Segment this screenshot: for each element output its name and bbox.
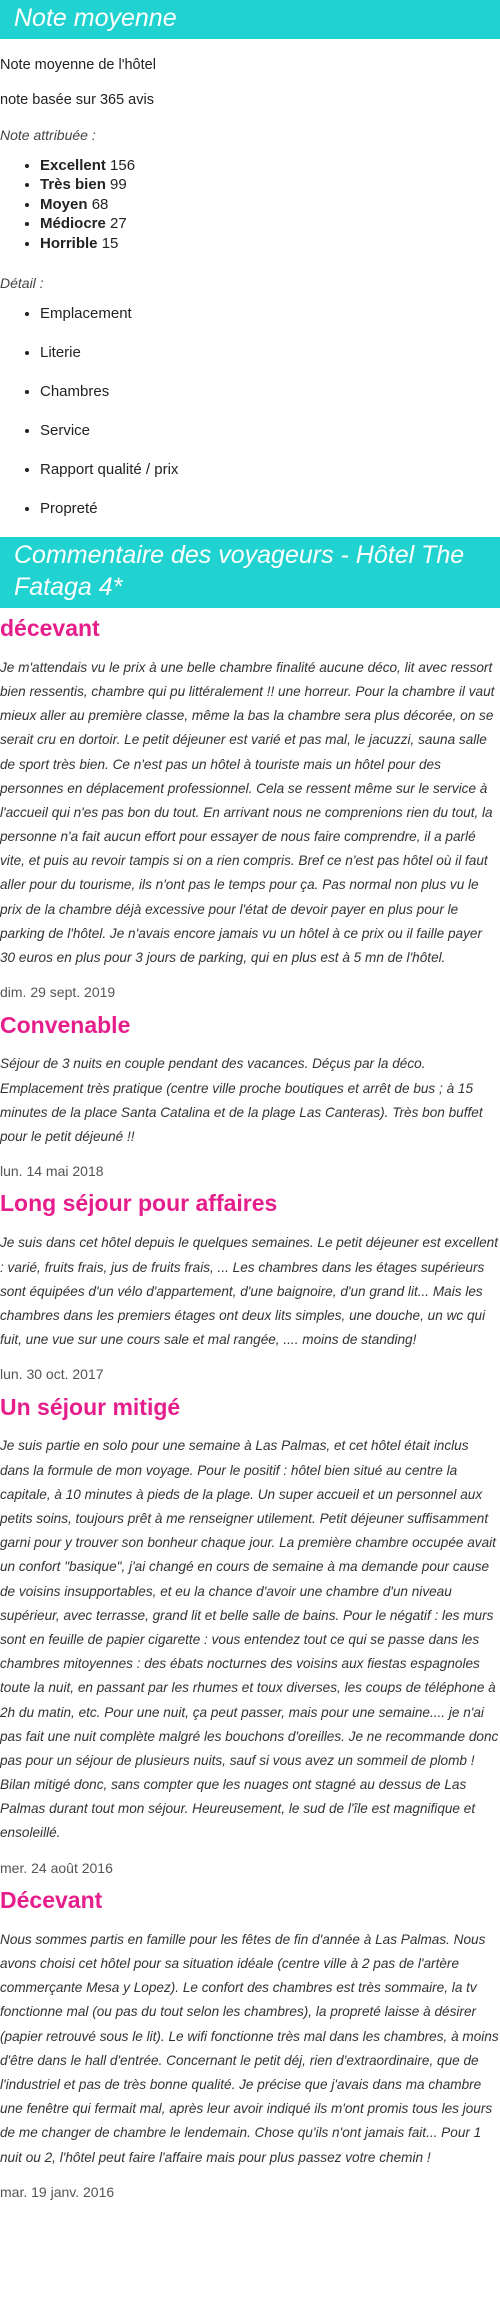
review-item <box>0 1886 500 2202</box>
detail-item-service: • Service <box>40 420 500 441</box>
review-text: Je m'attendais vu le prix à une belle chambre finalité aucune déco, lit avec ressort bien ressentis, chambre qui pu littéralement !! une horreur. Pour la chambre il vaut mieux aller au première classe, même la bas la chambre sera plus décorée, on se serait cru en dortoir. Le petit déjeuner est varié et pas mal, le jacuzzi, sauna salle de sport très bien. Ce n'est pas un hôtel à touriste mais un hôtel pour des personnes en déplacement professionnel. Cela se ressent même sur le service à l'accueil qui n'es pas bon du tout. En arrivant nous ne comprenions rien du tout, la personne n'a fait aucun effort pour essayer de nous faire comprendre, il a parlé vite, et puis au revoir tampis si on a rien compris. Bref ce n'est pas hôtel où il faut aller pour du tourisme, ils n'ont pas le temps pour ça. Pas normal non plus vu le prix de la chambre déjà excessive pour l'état de devoir payer en plus pour le parking de l'hôtel. Je n'avais encore jamais vu un hôtel à ce prix ou il faille payer 30 euros en plus pour 3 jours de parking, qui en plus est à 5 mn de l'hôtel. <box>0 659 495 966</box>
detail-label: Détail : <box>0 275 44 292</box>
review-text: Je suis dans cet hôtel depuis le quelques semaines. Le petit déjeuner est excellent : varié, fruits frais, jus de fruits frais, ... Les chambres dans les étages supérieurs sont équipées d'un vélo d'appartement, d'une baignoire, d'un grand lit... Mais les chambres dans les premiers étages ont deux lits simples, une douche, un wc qui fuit, une vue sur une cours sale et mal rangée, .... moins de standing! <box>0 1235 498 1348</box>
review-title: Décevant <box>0 1886 103 1913</box>
review-date: lun. 14 mai 2018 <box>0 1163 104 1180</box>
review-text: Je suis partie en solo pour une semaine à Las Palmas, et cet hôtel était inclus dans la formule de mon voyage. Pour le positif : hôtel bien situé au centre la capitale, à 10 minutes à pieds de la plage. Un super accueil et un personnel aux petits soins, toujours prêt à me renseigner utilement. Petit déjeuner suffisamment garni pour y trouver son bonheur chaque jour. La première chambre occupée avait un confort "basique", j'ai changé en cours de semaine à ma demande pour cause de voisins insupportables, et eu la chance d'avoir une chambre d'un niveau supérieur, avec terrasse, grand lit et belle salle de bains. Pour le négatif : les murs sont en feuille de papier cigarette : vous entendez tout ce qui se passe dans les chambres mitoyennes : des ébats nocturnes des voisins aux fiestas espagnoles toute la nuit, en passant par les rhumes et toux diverses, les coups de téléphone à 2h du matin, etc. Pour une nuit, ça peut passer, mais pour une semaine.... je n'ai pas fait une nuit complète malgré les bouchons d'oreilles. Je ne recommande donc pas pour un séjour de plusieurs nuits, sauf si vous avez un sommeil de plomb ! Bilan mitigé donc, sans compter que les nuages ont stagné au dessus de Las Palmas durant tout mon séjour. Heureusement, le sud de l'île est magnifique et ensoleillé. <box>0 1438 499 1841</box>
rating-body <box>0 39 500 519</box>
rating-distribution-item: • Médiocre 27 <box>40 214 500 234</box>
review-date: mar. 19 janv. 2016 <box>0 2183 115 2200</box>
review-text: Séjour de 3 nuits en couple pendant des vacances. Déçus par la déco. Emplacement très pratique (centre ville proche boutiques et arrêt de bus ; à 15 minutes de la place Santa Catalina et de la plage Las Canteras). Très bon buffet pour le petit déjeuné !! <box>0 1056 483 1144</box>
reviews-list <box>0 608 500 2202</box>
review-item <box>0 1189 500 1384</box>
detail-item-emplacement: • Emplacement <box>40 303 500 324</box>
review-title: décevant <box>0 614 100 641</box>
review-title: Long séjour pour affaires <box>0 1190 278 1217</box>
rating-distribution-item: • Moyen 68 <box>40 195 500 215</box>
review-item <box>0 614 500 1003</box>
rating-section-title: Note moyenne <box>0 0 500 39</box>
review-date: lun. 30 oct. 2017 <box>0 1366 104 1383</box>
review-item <box>0 1393 500 1878</box>
review-text: Nous sommes partis en famille pour les fêtes de fin d'année à Las Palmas. Nous avons choisi cet hôtel pour sa situation idéale (centre ville à 2 pas de l'artère commerçante Mesa y Lopez). Le confort des chambres est très sommaire, la tv fonctionne mal (ou pas du tout selon les chambres), la propreté laisse à désirer (papier retrouvé sous le lit). Le wifi fonctionne très mal dans les chambres, à moins d'être dans le hall d'entrée. Concernant le petit déj, rien d'extraordinaire, que de l'industriel et pas de très bonne qualité. Je précise que j'avais dans ma chambre une fenêtre qui fermait mal, après leur avoir indiqué ils m'ont promis tous les jours de me changer de chambre le lendemain. Chose qu'ils n'ont jamais fait... Pour 1 nuit ou 2, l'hôtel peut faire l'affaire mais pour plus passez votre chemin ! <box>0 1931 499 2165</box>
rating-distribution-item: • Excellent 156 <box>40 156 500 176</box>
rating-section <box>0 0 500 519</box>
reviews-section <box>0 537 500 2202</box>
review-title: Convenable <box>0 1011 131 1038</box>
review-item <box>0 1011 500 1182</box>
rating-distribution-item: • Très bien 99 <box>40 175 500 195</box>
review-date: mer. 24 août 2016 <box>0 1859 113 1876</box>
rating-distribution-item: • Horrible 15 <box>40 234 500 254</box>
rating-distribution-list <box>0 156 500 254</box>
reviews-section-title: Commentaire des voyageurs - Hôtel The Fataga 4* <box>0 537 500 608</box>
detail-item-chambres: • Chambres <box>40 381 500 402</box>
review-title: Un séjour mitigé <box>0 1393 181 1420</box>
detail-item-proprete: • Propreté <box>40 498 500 519</box>
detail-item-literie: • Literie <box>40 342 500 363</box>
review-date: dim. 29 sept. 2019 <box>0 984 116 1001</box>
rating-detail-list <box>0 303 500 519</box>
attributed-rating-label: Note attribuée : <box>0 127 96 144</box>
detail-item-rapport-qualite-prix: • Rapport qualité / prix <box>40 459 500 480</box>
average-rating-label: Note moyenne de l'hôtel <box>0 57 156 74</box>
review-count-text: note basée sur 365 avis <box>0 92 154 109</box>
